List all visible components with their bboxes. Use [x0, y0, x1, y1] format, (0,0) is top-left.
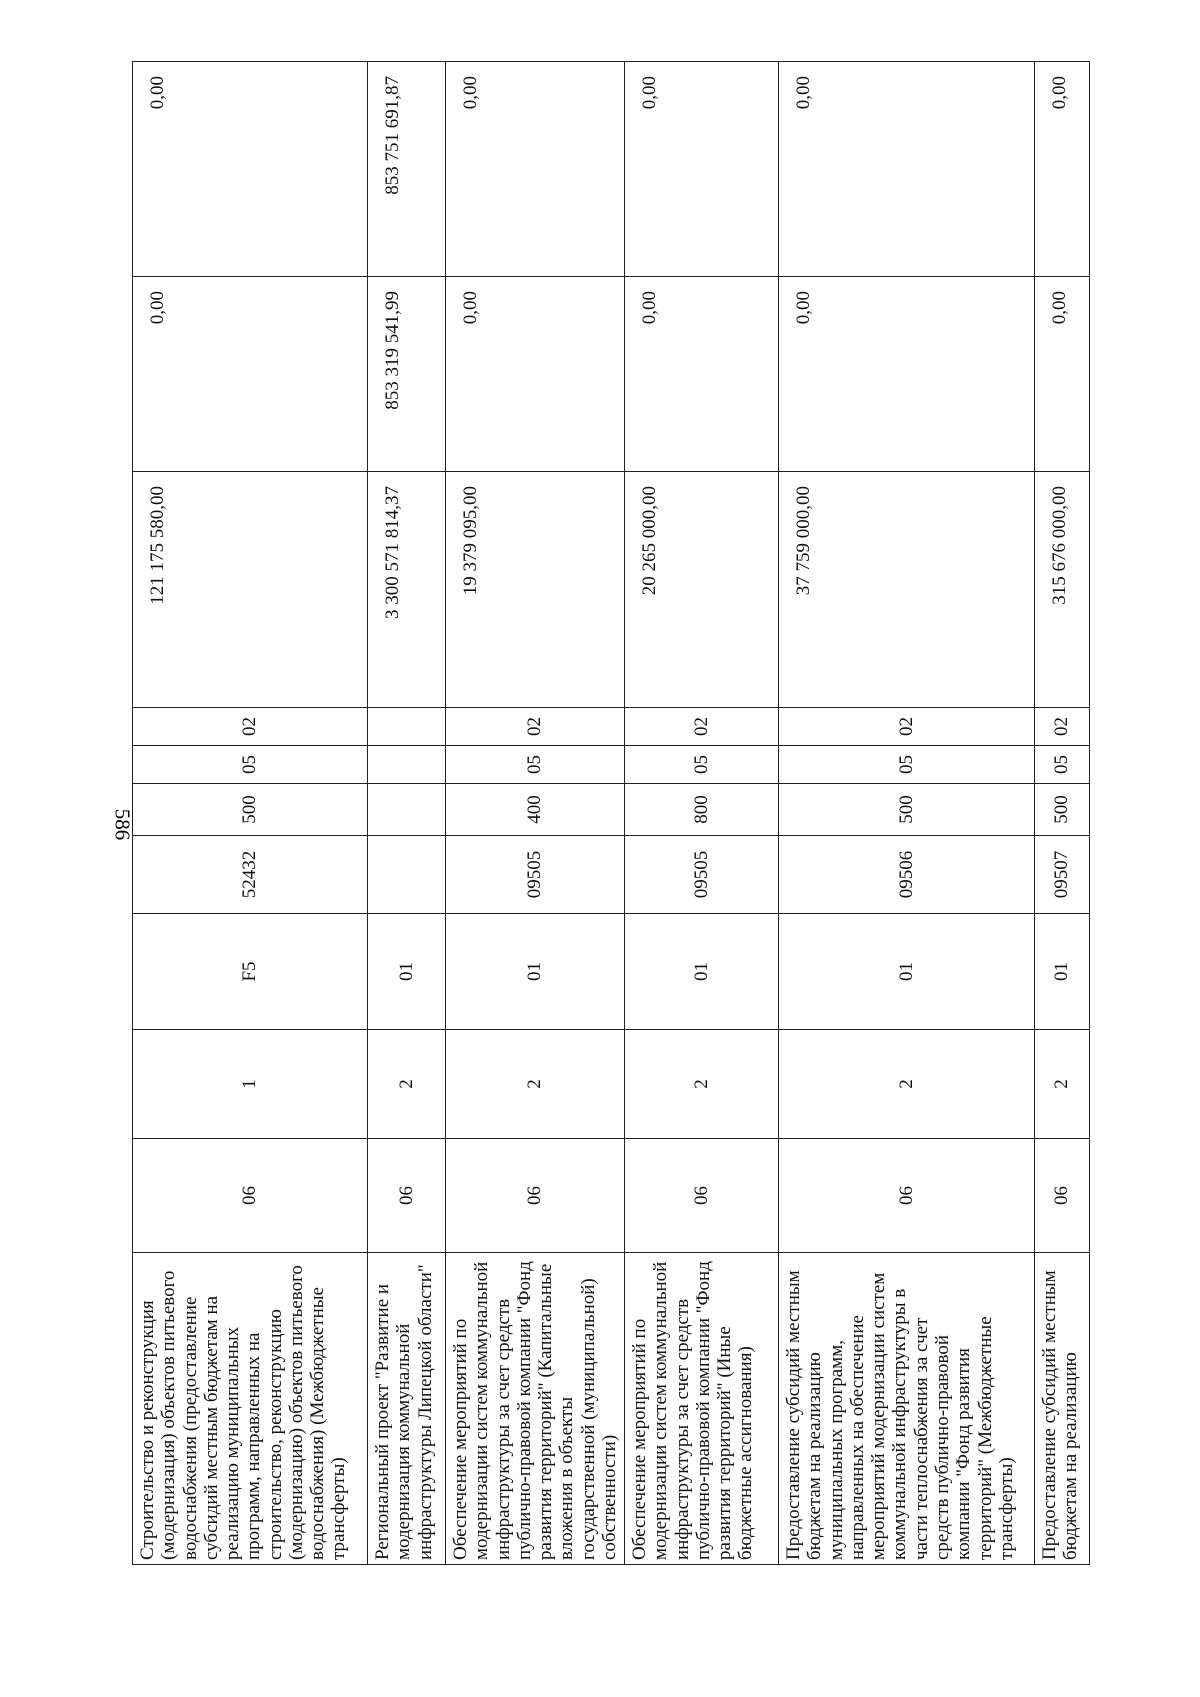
row-name: Предоставление субсидий местным бюджетам на реализацию муниципальных программ, направленных на обеспечение мероприятий модернизации систем коммунальной инфраструктуры в части теплоснабжения за счет средств публично-правовой компании "Фонд развития территорий" (Межбюджетные трансферты)	[779, 1253, 1035, 1565]
sum-year-2: 853 319 541,99	[368, 277, 446, 472]
table-row	[779, 62, 1035, 1565]
sum-year-3: 0,00	[133, 62, 368, 277]
sum-year-1: 3 300 571 814,37	[368, 472, 446, 708]
code-om: 01	[779, 914, 1035, 1030]
row-name: Региональный проект "Развитие и модернизация коммунальной инфраструктуры Липецкой области"	[368, 1253, 446, 1565]
code-om: 01	[368, 914, 446, 1030]
code-rz	[368, 746, 446, 784]
code-direction: 09505	[625, 836, 779, 914]
code-rz: 05	[133, 746, 368, 784]
sum-year-2: 0,00	[446, 277, 625, 472]
code-gp: 06	[625, 1139, 779, 1253]
code-om: 01	[625, 914, 779, 1030]
table-row	[1035, 62, 1090, 1565]
table-row	[368, 62, 446, 1565]
code-gp: 06	[133, 1139, 368, 1253]
code-vr	[368, 784, 446, 836]
sum-year-1: 37 759 000,00	[779, 472, 1035, 708]
code-gp: 06	[446, 1139, 625, 1253]
code-gp: 06	[368, 1139, 446, 1253]
code-rz: 05	[446, 746, 625, 784]
budget-table-container	[132, 62, 1086, 1565]
code-om: 01	[1035, 914, 1090, 1030]
code-pr: 02	[625, 708, 779, 746]
code-om: 01	[446, 914, 625, 1030]
code-rz: 05	[625, 746, 779, 784]
page-number: 586	[110, 808, 135, 841]
budget-table	[132, 61, 1090, 1565]
row-name: Обеспечение мероприятий по модернизации систем коммунальной инфраструктуры за счет средств публично-правовой компании "Фонд развития территорий" (Иные бюджетные ассигнования)	[625, 1253, 779, 1565]
code-direction: 09506	[779, 836, 1035, 914]
code-vr: 500	[133, 784, 368, 836]
table-row	[133, 62, 368, 1565]
rotated-sheet	[132, 62, 1086, 1565]
sum-year-1: 20 265 000,00	[625, 472, 779, 708]
code-pr: 02	[1035, 708, 1090, 746]
sum-year-1: 121 175 580,00	[133, 472, 368, 708]
row-name: Строительство и реконструкция (модернизация) объектов питьевого водоснабжения (предоставление субсидий местным бюджетам на реализацию муниципальных программ, направленных на строительство, реконструкцию (модернизацию) объектов питьевого водоснабжения) (Межбюджетные трансферты)	[133, 1253, 368, 1565]
sum-year-3: 0,00	[779, 62, 1035, 277]
code-direction: 52432	[133, 836, 368, 914]
code-vr: 500	[779, 784, 1035, 836]
code-direction: 09505	[446, 836, 625, 914]
code-rz: 05	[779, 746, 1035, 784]
code-gp: 06	[779, 1139, 1035, 1253]
row-name: Обеспечение мероприятий по модернизации систем коммунальной инфраструктуры за счет средств публично-правовой компании "Фонд развития территорий" (Капитальные вложения в объекты государственной (муниципальной) собственности)	[446, 1253, 625, 1565]
sum-year-1: 315 676 000,00	[1035, 472, 1090, 708]
code-pp: 2	[779, 1030, 1035, 1139]
code-vr: 800	[625, 784, 779, 836]
code-pr: 02	[779, 708, 1035, 746]
sum-year-1: 19 379 095,00	[446, 472, 625, 708]
sum-year-3: 853 751 691,87	[368, 62, 446, 277]
code-direction	[368, 836, 446, 914]
sum-year-2: 0,00	[625, 277, 779, 472]
sum-year-3: 0,00	[625, 62, 779, 277]
sum-year-2: 0,00	[133, 277, 368, 472]
code-pr	[368, 708, 446, 746]
sum-year-2: 0,00	[1035, 277, 1090, 472]
sum-year-3: 0,00	[446, 62, 625, 277]
code-rz: 05	[1035, 746, 1090, 784]
code-direction: 09507	[1035, 836, 1090, 914]
row-name: Предоставление субсидий местным бюджетам на реализацию	[1035, 1253, 1090, 1565]
sum-year-2: 0,00	[779, 277, 1035, 472]
code-pp: 2	[1035, 1030, 1090, 1139]
table-row	[625, 62, 779, 1565]
code-om: F5	[133, 914, 368, 1030]
code-pr: 02	[446, 708, 625, 746]
sum-year-3: 0,00	[1035, 62, 1090, 277]
code-pp: 2	[368, 1030, 446, 1139]
table-row	[446, 62, 625, 1565]
code-pr: 02	[133, 708, 368, 746]
code-pp: 1	[133, 1030, 368, 1139]
code-pp: 2	[446, 1030, 625, 1139]
code-vr: 400	[446, 784, 625, 836]
code-vr: 500	[1035, 784, 1090, 836]
code-gp: 06	[1035, 1139, 1090, 1253]
code-pp: 2	[625, 1030, 779, 1139]
